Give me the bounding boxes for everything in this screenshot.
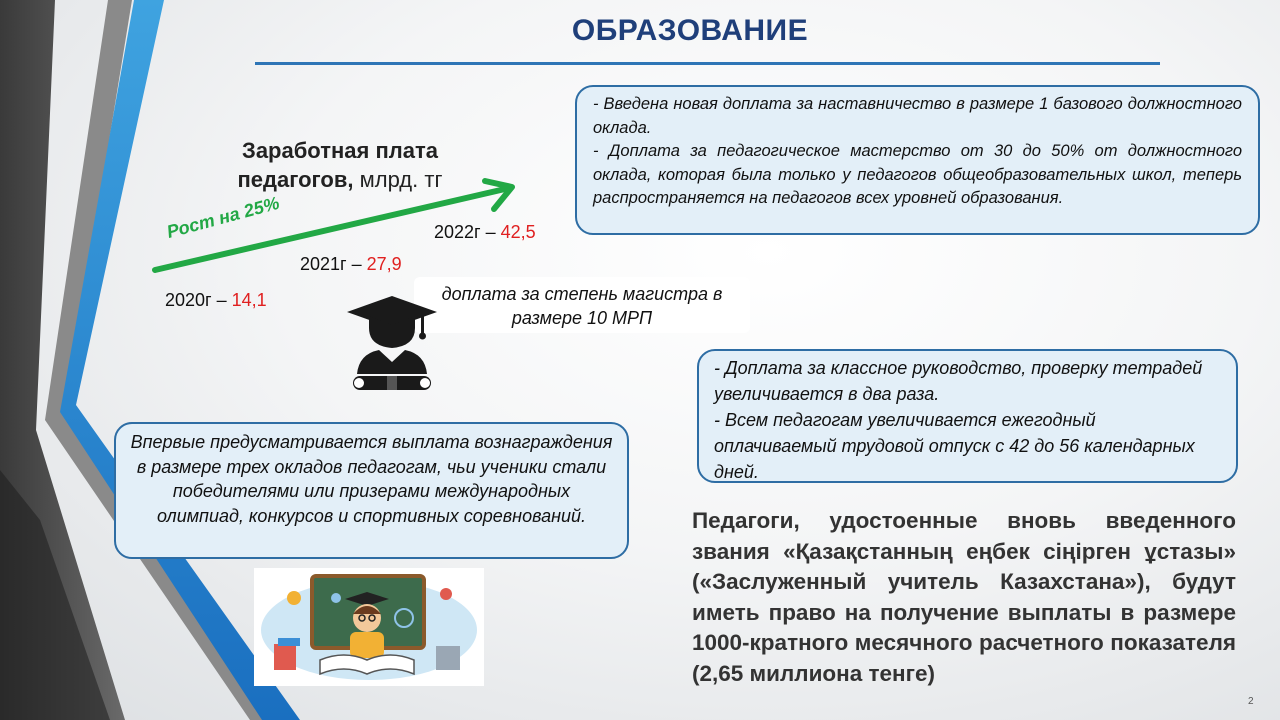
vacation-line: - Всем педагогам увеличивается ежегодный оплачиваемый трудовой отпуск с 42 до 56 календарных дней. <box>714 410 1195 482</box>
title-underline <box>255 62 1160 65</box>
growth-label: Рост на 25% <box>164 192 282 243</box>
salary-2020 <box>165 290 267 311</box>
salary-2021 <box>300 254 402 275</box>
year-label: 2022г – <box>434 222 501 242</box>
salary-2022 <box>434 222 536 243</box>
class-leadership-line: - Доплата за классное руководство, проверку тетрадей увеличивается в два раза. <box>714 358 1203 404</box>
year-value: 27,9 <box>366 254 402 274</box>
salary-title-bold: Заработная плата педагогов, <box>237 138 438 192</box>
teacher-illustration-icon <box>254 568 484 686</box>
olympiad-reward-box: Впервые предусматривается выплата вознаграждения в размере трех окладов педагогам, чьи ученики стали победителями или призерами международных олимпиад, конкурсов и спортивных соревнований. <box>114 422 629 559</box>
mentorship-line: - Введена новая доплата за наставничество в размере 1 базового должностного оклада. <box>593 95 1242 137</box>
graduate-icon <box>345 292 440 397</box>
class-leadership-box <box>697 349 1238 483</box>
page-title: ОБРАЗОВАНИЕ <box>571 14 809 47</box>
mastery-line: - Доплата за педагогическое мастерство от 30 до 50% от должностного оклада, которая была только у педагогов общеобразовательных школ, теперь распространяется на педагогов всех уровней образования. <box>593 142 1242 207</box>
salary-title-unit: млрд. тг <box>353 167 443 192</box>
page-number: 2 <box>1248 696 1254 707</box>
mentorship-info-box <box>575 85 1260 235</box>
year-value: 14,1 <box>231 290 267 310</box>
honored-teacher-text: Педагоги, удостоенные вновь введенного звания «Қазақстанның еңбек сіңірген ұстазы» («Заслуженный учитель Казахстана»), будут иметь право на получение выплаты в размере 1000-кратного месячного расчетного показателя (2,65 миллиона тенге) <box>692 508 1236 686</box>
year-label: 2020г – <box>165 290 232 310</box>
year-label: 2021г – <box>300 254 367 274</box>
magister-note: доплата за степень магистра в размере 10 МРП <box>414 277 750 333</box>
year-value: 42,5 <box>500 222 536 242</box>
